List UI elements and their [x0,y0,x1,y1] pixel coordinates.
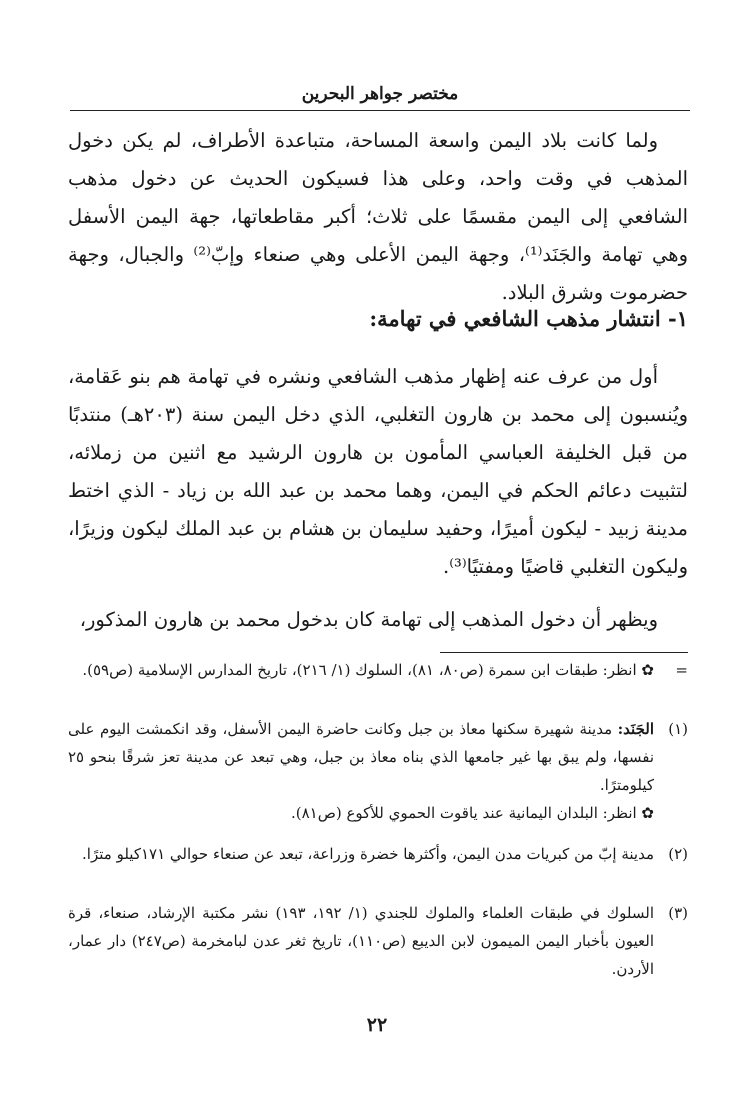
header-divider [70,110,690,111]
footnote-text: السلوك في طبقات العلماء والملوك للجندي (١/ ١٩٢، ١٩٣) نشر مكتبة الإرشاد، صنعاء، قرة العيون بأخبار اليمن الميمون لابن الديبع (ص١١٠)، تاريخ ثغر عدن لبامخرمة (ص٢٤٧) دار عمار، الأردن. [68,904,655,978]
footnote-3 [68,899,688,983]
section-heading: ١- انتشار مذهب الشافعي في تهامة: [369,306,688,331]
footnote-marker: (٢) [668,845,688,863]
footnote-text [68,715,654,827]
footnote-marker: (١) [668,720,688,738]
footnote-marker: (٣) [668,904,688,922]
footnote-text: مدينة إبّ من كبريات مدن اليمن، وأكثرها خضرة وزراعة، تبعد عن صنعاء حوالي ١٧١كيلو مترًا. [82,845,654,863]
running-header-title: مختصر جواهر البحرين [301,84,459,104]
footnote-body: مدينة شهيرة سكنها معاذ بن جبل وكانت حاضرة اليمن الأسفل، وقد انكمشت اليوم على نفسها، ولم يبق بها غير جامعها الذي بناه معاذ بن جبل، وهي تبعد عن مدينة تعز شرقًا بنحو ٢٥ كيلومترًا. [68,720,654,794]
footnote-1 [68,715,688,827]
footnote-marker: = [675,661,688,679]
footnote-reference: ✿ انظر: البلدان اليمانية عند ياقوت الحموي للأكوع (ص٨١). [290,804,654,822]
footnote-2 [68,840,688,868]
page-number: ٢٢ [366,1014,388,1036]
body-paragraph-3: ويظهر أن دخول المذهب إلى تهامة كان بدخول محمد بن هارون المذكور، [79,608,658,631]
footnote-term: الجَنَد: [617,720,654,738]
footnote-text: ✿ انظر: طبقات ابن سمرة (ص٨٠، ٨١)، السلوك (١/ ٢١٦)، تاريخ المدارس الإسلامية (ص٥٩). [82,661,654,679]
footnote-divider [440,652,688,653]
body-paragraph-2: أول من عرف عنه إظهار مذهب الشافعي ونشره في تهامة هم بنو عَقامة، ويُنسبون إلى محمد بن هارون التغلبي، الذي دخل اليمن سنة (٢٠٣هـ) منتدبًا من قبل الخليفة العباسي المأمون بن هارون الرشيد مع اثنين من زملائه، لتثبيت دعائم الحكم في اليمن، وهما محمد بن عبد الله بن زياد - الذي اختط مدينة زبيد - ليكون أميرًا، وحفيد سليمان بن هشام بن عبد الملك ليكون وزيرًا، وليكون التغلبي قاضيًا ومفتيًا⁽³⁾. [68,365,688,578]
footnote-continuation [68,656,688,684]
body-paragraph-1: ولما كانت بلاد اليمن واسعة المساحة، متباعدة الأطراف، لم يكن دخول المذهب في وقت واحد، وعلى هذا فسيكون الحديث عن دخول مذهب الشافعي إلى اليمن مقسمًا على ثلاث؛ أكبر مقاطعاتها، جهة اليمن الأسفل وهي تهامة والجَنَد⁽¹⁾، وجهة اليمن الأعلى وهي صنعاء وإبّ⁽²⁾ والجبال، وجهة حضرموت وشرق البلاد. [68,129,688,304]
